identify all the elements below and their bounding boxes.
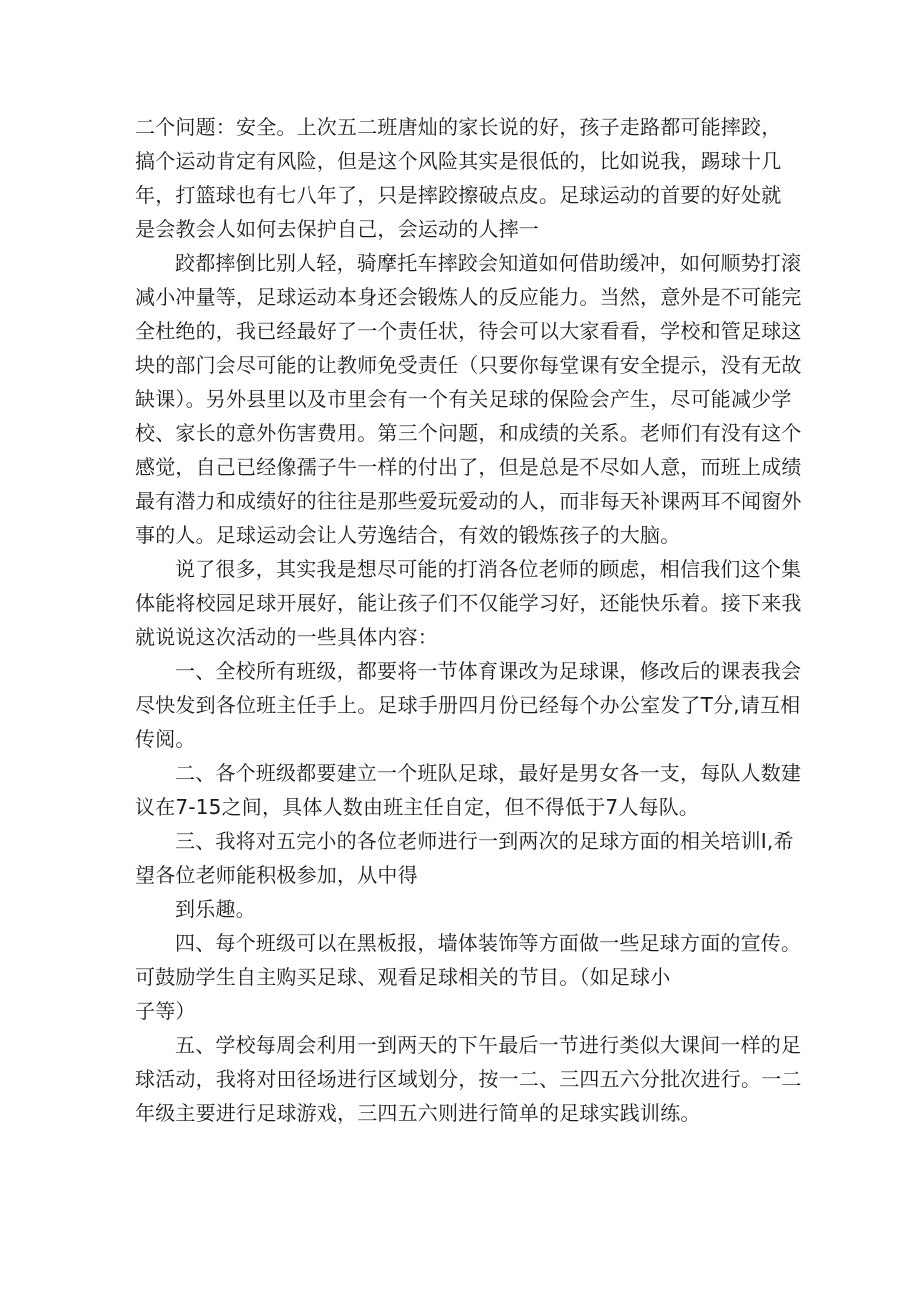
p3-line-3: 就说说这次活动的一些具体内容： [135, 625, 438, 649]
p6-line-1: 三、我将对五完小的各位老师进行一到两次的足球方面的相关培训I,希 [175, 829, 794, 853]
p9-line-1: 五、学校每周会利用一到两天的下午最后一节进行类似大课间一样的足 [175, 1033, 802, 1057]
p3-line-1: 说了很多，其实我是想尽可能的打消各位老师的顾虑，相信我们这个集 [175, 557, 802, 581]
p5-line-2: 议在7-15之间，具体人数由班主任自定，但不得低于7人每队。 [135, 795, 700, 819]
p2-line-3: 全杜绝的，我已经最好了一个责任状，待会可以大家看看，学校和管足球这 [135, 319, 802, 343]
p8-line-3: 子等） [135, 999, 196, 1023]
p6-line-2: 望各位老师能积极参加，从中得 [135, 863, 418, 887]
p1-line-3: 年，打篮球也有七八年了，只是摔跤擦破点皮。足球运动的首要的好处就 [135, 183, 782, 207]
p2-line-9: 事的人。足球运动会让人劳逸结合，有效的锻炼孩子的大脑。 [135, 523, 681, 547]
p9-line-2: 球活动，我将对田径场进行区域划分，按一二、三四五六分批次进行。一二 [135, 1067, 802, 1091]
p3-line-2: 体能将校园足球开展好，能让孩子们不仅能学习好，还能快乐着。接下来我 [135, 591, 802, 615]
p4-line-1: 一、全校所有班级，都要将一节体育课改为足球课，修改后的课表我会 [175, 659, 802, 683]
p2-line-1: 跤都摔倒比别人轻，骑摩托车摔跤会知道如何借助缓冲，如何顺势打滚 [175, 251, 802, 275]
p7-line-1: 到乐趣。 [175, 897, 256, 921]
p1-line-4: 是会教会人如何去保护自己，会运动的人摔一 [135, 217, 539, 241]
p9-line-3: 年级主要进行足球游戏，三四五六则进行简单的足球实践训练。 [135, 1101, 701, 1125]
p5-line-1: 二、各个班级都要建立一个班队足球，最好是男女各一支，每队人数建 [175, 761, 802, 785]
document-body [135, 110, 802, 1130]
p2-line-6: 校、家长的意外伤害费用。第三个问题，和成绩的关系。老师们有没有这个 [135, 421, 802, 445]
p4-line-2: 尽快发到各位班主任手上。足球手册四月份已经每个办公室发了T分,请互相 [135, 693, 801, 717]
p2-line-7: 感觉，自己已经像孺子牛一样的付出了，但是总是不尽如人意，而班上成绩 [135, 455, 802, 479]
p4-line-3: 传阅。 [135, 727, 196, 751]
p8-line-2: 可鼓励学生自主购买足球、观看足球相关的节目。（如足球小 [135, 965, 671, 989]
p2-line-2: 减小冲量等，足球运动本身还会锻炼人的反应能力。当然，意外是不可能完 [135, 285, 802, 309]
p1-line-1: 二个问题：安全。上次五二班唐灿的家长说的好，孩子走路都可能摔跤， [135, 115, 782, 139]
p2-line-4: 块的部门会尽可能的让教师免受责任（只要你每堂课有安全提示，没有无故 [135, 353, 802, 377]
p2-line-8: 最有潜力和成绩好的往往是那些爱玩爱动的人，而非每天补课两耳不闻窗外 [135, 489, 802, 513]
p1-line-2: 搞个运动肯定有风险，但是这个风险其实是很低的，比如说我，踢球十几 [135, 149, 782, 173]
p8-line-1: 四、每个班级可以在黑板报，墙体装饰等方面做一些足球方面的宣传。 [175, 931, 802, 955]
p2-line-5: 缺课）。另外县里以及市里会有一个有关足球的保险会产生，尽可能减少学 [135, 387, 792, 411]
